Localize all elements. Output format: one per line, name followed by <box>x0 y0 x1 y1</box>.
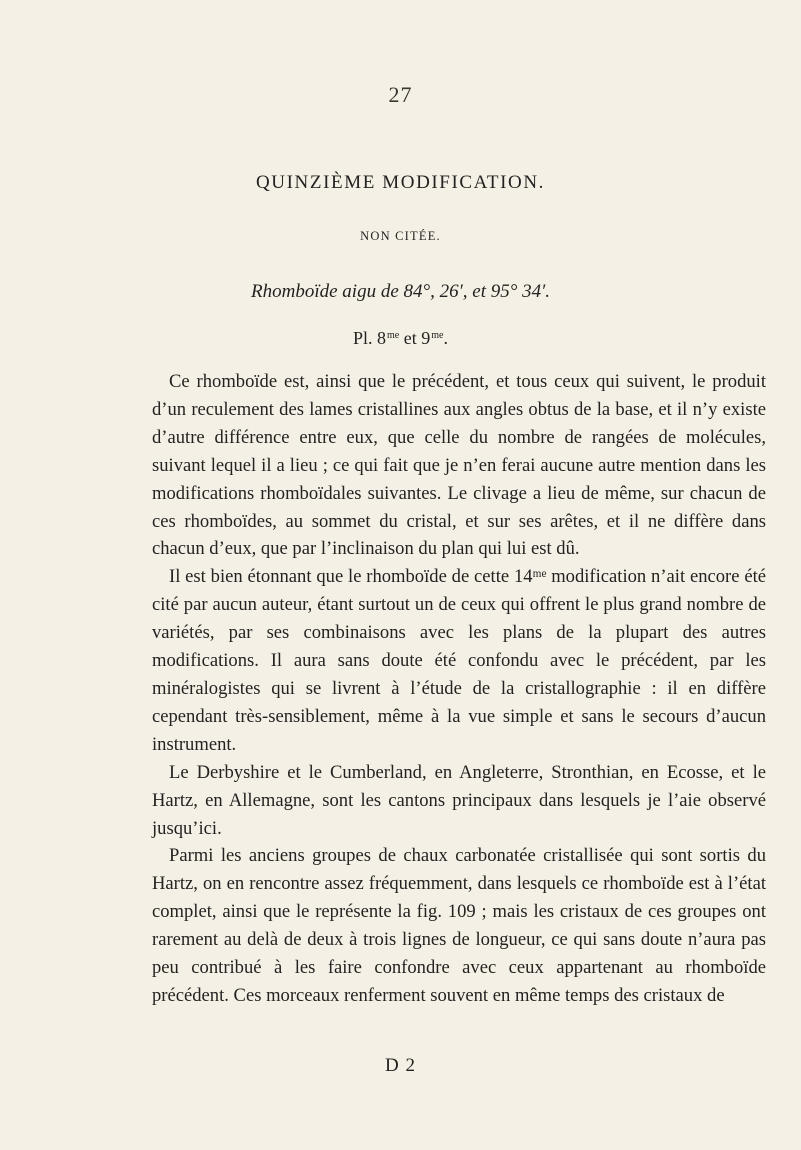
paragraph-3: Le Derbyshire et le Cumberland, en Angleterre, Stronthian, en Ecosse, et le Hartz, en Allemagne, sont les cantons principaux dans lesquels je l’aie observé jusqu’ici. <box>152 761 766 839</box>
section-title: QUINZIÈME MODIFICATION. <box>255 172 546 193</box>
paragraph-2: Il est bien étonnant que le rhomboïde de cette 14ᵐᵉ modification n’ait encore été cité par aucun auteur, étant surtout un de ceux qui offrent le plus grand nombre de variétés, par ses combinaisons avec les plans de la plupart des autres modifications. Il aura sans doute été confondu avec le précédent, par les minéralogistes qui se livrent à l’étude de la cristallographie : il en diffère cependant très-sensiblement, même à la vue simple et sans le secours d’aucun instrument. <box>152 566 766 755</box>
paragraph-4: Parmi les anciens groupes de chaux carbonatée cristallisée qui sont sortis du Hartz, on en rencontre assez fréquemment, dans lesquels ce rhomboïde est à l’état complet, ainsi que le représente la fig. 109 ; mais les cristaux de ces groupes ont rarement au delà de deux à trois lignes de longueur, ce qui sans doute n’aura pas peu contribué à les faire confondre avec ceux appartenant au rhomboïde précédent. Ces morceaux renferment souvent en même temps des cristaux de <box>152 845 766 1006</box>
paragraph-1: Ce rhomboïde est, ainsi que le précédent, et tous ceux qui suivent, le produit d’un reculement des lames cristallines aux angles obtus de la base, et il n’y existe d’autre différence entre eux, que celle du nombre de rangées de molécules, suivant lequel il a lieu ; ce qui fait que je n’en ferai aucune autre mention dans les modifications rhomboïdales suivantes. Le clivage a lieu de même, sur chacun de ces rhomboïdes, au sommet du cristal, et sur ses arêtes, et il ne diffère dans chacun d’eux, que par l’inclinaison du plan qui lui est dû. <box>152 371 766 560</box>
plate-middle: et 9 <box>399 328 431 348</box>
plate-prefix: Pl. 8 <box>353 328 387 348</box>
plate-reference <box>0 328 801 349</box>
section-subtitle: NON CITÉE. <box>360 229 441 243</box>
plate-superscript-1: me <box>387 330 400 341</box>
rhomboid-heading: Rhomboïde aigu de 84°, 26′, et 95° 34′. <box>251 281 550 302</box>
plate-superscript-2: me <box>431 330 444 341</box>
body-text <box>152 368 766 1010</box>
signature-mark: D 2 <box>385 1055 416 1076</box>
page-number: 27 <box>388 82 413 107</box>
plate-suffix: . <box>443 328 448 348</box>
